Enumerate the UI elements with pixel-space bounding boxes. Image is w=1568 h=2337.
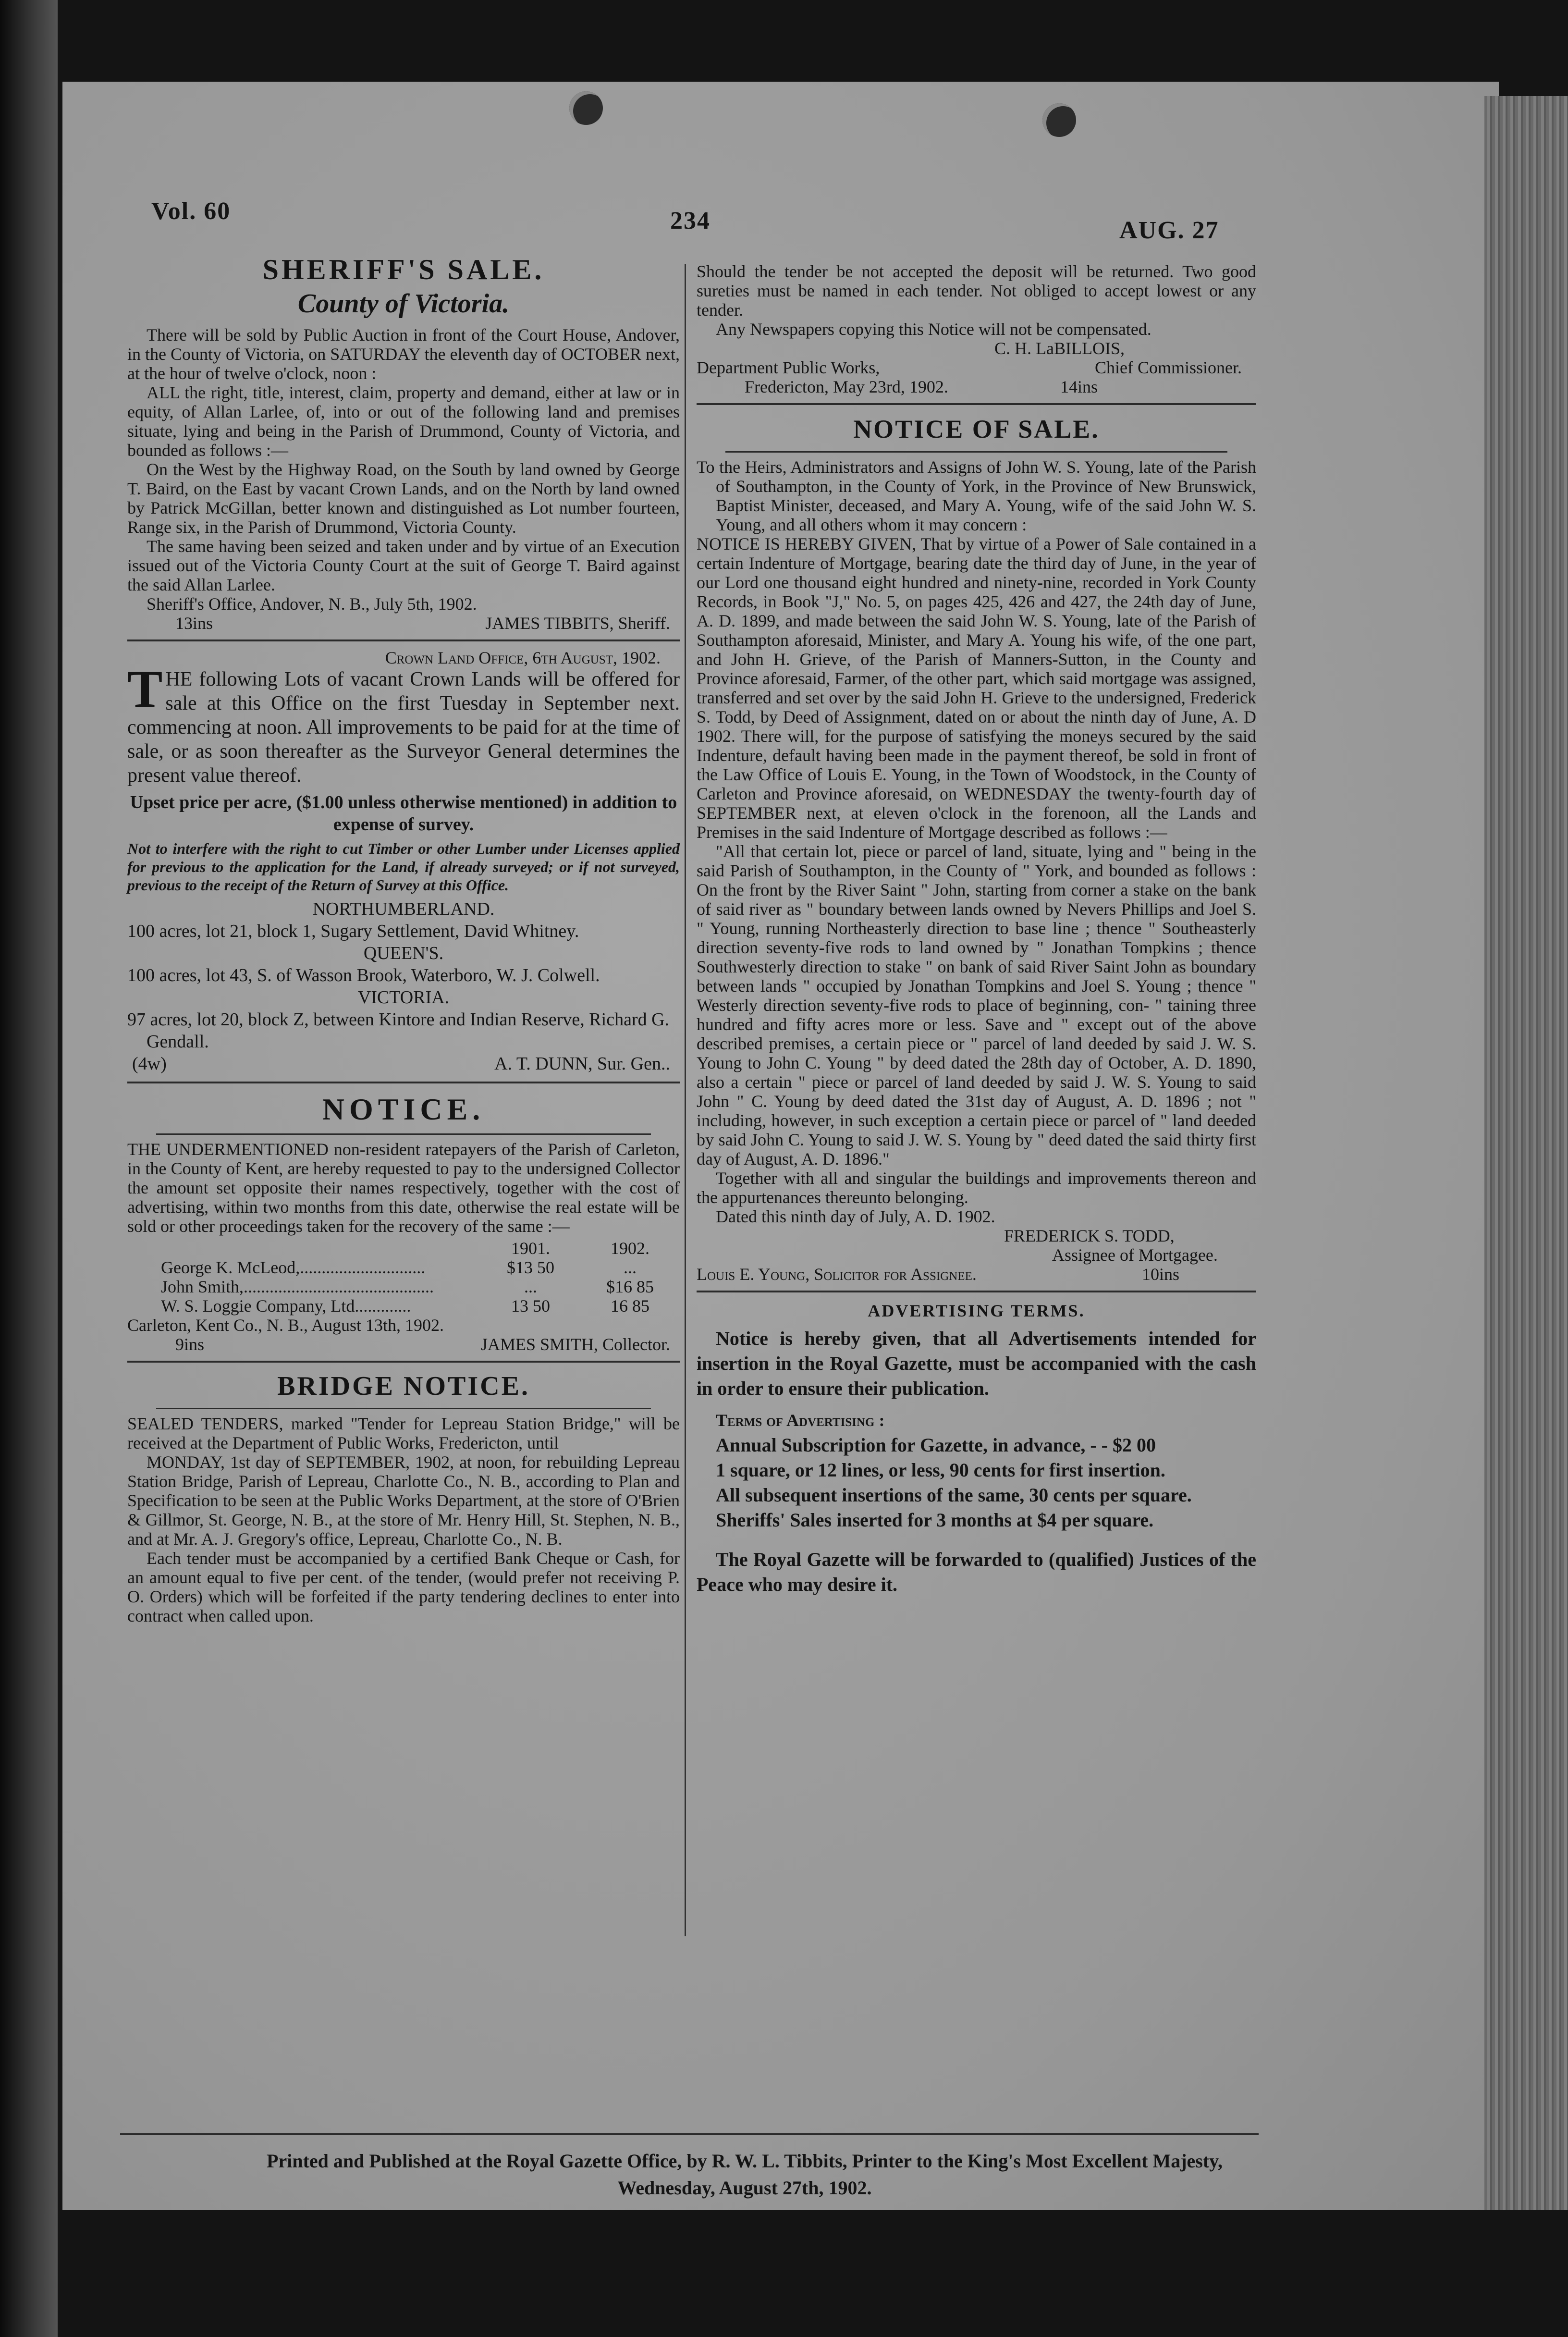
table-row (127, 1296, 680, 1316)
bridge-cont-signer-title: Chief Commissioner. (1095, 358, 1242, 377)
notice-amount-1901: ... (524, 1277, 537, 1296)
crown-note: Not to interfere with the right to cut Timber or other Lumber under Licenses applied for previous to the application for the Land, if already surveyed; or if not surveyed, previous to the receipt of the Return of Survey at this Office. (127, 840, 680, 894)
bridge-cont-signer: C. H. LaBILLOIS, (994, 339, 1125, 358)
sheriff-p2: ALL the right, title, interest, claim, property and demand, either at law or in equity, of Allan Larlee, of, into or out of the following land and premises situate, lying and being in the Parish of Drummond, County of Victoria, and bounded as follows :— (127, 383, 680, 460)
notice-of-sale-title: NOTICE OF SALE. (853, 415, 1100, 443)
notice-amount-1901: $13 50 (507, 1258, 554, 1277)
imprint-footer (120, 2148, 1369, 2202)
sale-signer-title: Assignee of Mortgagee. (1052, 1245, 1218, 1265)
notice-table-header (127, 1239, 680, 1258)
divider (697, 403, 1256, 405)
crown-dropcap: T (127, 660, 163, 718)
imprint-line-2: Wednesday, August 27th, 1902. (617, 2177, 872, 2199)
notice-dateline: Carleton, Kent Co., N. B., August 13th, 1902. (127, 1316, 444, 1335)
sale-p2: "All that certain lot, piece or parcel of land, situate, lying and " being in the said Parish of Southampton, in the County of " York, and bounded as follows : On the front by the River Saint " John, starting from corner a stake on the bank of said river as " boundary between lands owned by Nevers Phillips and Joel S. " Young, running Northeasterly direction to base line ; thence " Southeasterly direction seventy-five rods to land owned by " Jonathan Tompkins ; thence Southwesterly direction to stake " on bank of said River Saint John as boundary between lands " occupied by Jonathan Tompkins and Joel S. Young ; thence " Westerly direction seventy-five rods to place of beginning, con- " taining three hundred and fifty acres more or less. Save and " except out of the above described premises, a certain piece or " parcel of land deeded by said J. W. S. Young to John C. Young " by deed dated the 28th day of October, A. D. 1890, also a certain " piece or parcel of land deeded by said J. W. S. Young to said John " C. Young by deed dated the 31st day of August, A. D. 1896 ; not " including, however, in such exception a certain piece or parcel of " land deeded by said John C. Young to said J. W. S. Young by " deed dated the said thirty first day of August, A. D. 1896." (697, 842, 1256, 1168)
bridge-cont-ins: 14ins (1060, 377, 1098, 396)
column-divider (685, 264, 686, 1936)
adv-line-subsequent: All subsequent insertions of the same, 30 cents per square. (716, 1484, 1192, 1506)
divider (156, 1408, 651, 1409)
notice-amount-1901: 13 50 (511, 1296, 550, 1316)
adv-line-square: 1 square, or 12 lines, or less, 90 cents for first insertion. (716, 1459, 1165, 1481)
crown-county-queens: QUEEN'S. (363, 943, 444, 963)
sheriff-sale-title: SHERIFF'S SALE. (262, 254, 545, 285)
notice-amount-1902: 16 85 (611, 1296, 649, 1316)
sheriff-county: County of Victoria. (297, 289, 510, 319)
bridge-p1: SEALED TENDERS, marked "Tender for Lepreau Station Bridge," will be received at the Department of Public Works, Fredericton, until (127, 1414, 680, 1452)
bridge-cont-dept-row (697, 358, 1256, 377)
crown-lot-2: 100 acres, lot 43, S. of Wasson Brook, Waterboro, W. J. Colwell. (127, 965, 600, 985)
bridge-p3: Each tender must be accompanied by a certified Bank Cheque or Cash, for an amount equal to five per cent. of the tender, (would prefer not receiving P. O. Orders) which will be forfeited if the party tendering declines to enter into contract when called upon. (127, 1549, 680, 1625)
bridge-cont-dateline: Fredericton, May 23rd, 1902. (745, 377, 948, 396)
sale-p3: Together with all and singular the buildings and improvements thereon and the appurtenances thereunto belonging. (697, 1168, 1256, 1207)
crown-ins: (4w) (132, 1054, 167, 1074)
bridge-cont-date-row (697, 377, 1256, 396)
binding-hole-left (569, 91, 603, 125)
bridge-cont-p1: Should the tender be not accepted the deposit will be returned. Two good sureties must be named in each tender. Not obliged to accept lowest or any tender. (697, 262, 1256, 320)
divider (725, 451, 1227, 453)
sheriff-p3: On the West by the Highway Road, on the South by land owned by George T. Baird, on the East by vacant Crown Lands, and on the North by land owned by Patrick McGillan, better known and distinguished as Lot number fourteen, Range six, in the Parish of Drummond, Victoria County. (127, 460, 680, 537)
adv-p1: Notice is hereby given, that all Advertisements intended for insertion in the Royal Gazette, must be accompanied with the cash in order to ensure their publication. (697, 1328, 1256, 1399)
adv-terms-heading: Terms of Advertising : (716, 1411, 885, 1430)
bridge-cont-dept: Department Public Works, (697, 358, 880, 377)
sale-to: To the Heirs, Administrators and Assigns of John W. S. Young, late of the Parish of Southampton, in the County of York, in the Province of New Brunswick, Baptist Minister, deceased, and Mary A. Young, wife of the said John W. S. Young, and all others whom it may concern : (697, 457, 1256, 534)
sale-ins: 10ins (1141, 1265, 1179, 1284)
divider (127, 640, 680, 641)
sheriff-p1: There will be sold by Public Auction in front of the Court House, Andover, in the County of Victoria, on SATURDAY the eleventh day of OCTOBER next, at the hour of twelve o'clock, noon : (127, 325, 680, 383)
adv-p2: The Royal Gazette will be forwarded to (qualified) Justices of the Peace who may desire it. (697, 1549, 1256, 1595)
notice-amount-1902: ... (624, 1258, 637, 1277)
table-row (127, 1277, 680, 1296)
sale-signer: FREDERICK S. TODD, (1004, 1226, 1175, 1245)
notice-signer: JAMES SMITH, Collector. (480, 1335, 670, 1354)
imprint-line-1: Printed and Published at the Royal Gazette Office, by R. W. L. Tibbits, Printer to the King's Most Excellent Majesty, (267, 2150, 1223, 2172)
notice-name: John Smith,............................................ (161, 1277, 434, 1296)
left-column (127, 252, 680, 1625)
notice-amount-1902: $16 85 (606, 1277, 654, 1296)
sheriff-signature-row (127, 614, 680, 633)
crown-upset-price: Upset price per acre, ($1.00 unless otherwise mentioned) in addition to expense of survey. (130, 792, 677, 835)
page-edges (1484, 96, 1568, 2210)
sale-solicitor-row (697, 1265, 1256, 1284)
advertising-terms-title: ADVERTISING TERMS. (868, 1301, 1085, 1320)
notice-ins: 9ins (175, 1335, 205, 1354)
bridge-p2: MONDAY, 1st day of SEPTEMBER, 1902, at noon, for rebuilding Lepreau Station Bridge, Parish of Lepreau, Charlotte Co., N. B., according to Plan and Specification to be seen at the Public Works Department, at the store of O'Brien & Gillmor, St. George, N. B., at the store of Mr. Henry Hill, St. Stephen, N. B., and at Mr. A. J. Gregory's office, Lepreau, Charlotte Co., N. B. (127, 1452, 680, 1549)
adv-line-sheriffs: Sheriffs' Sales inserted for 3 months at $4 per square. (716, 1509, 1154, 1531)
crown-county-northumberland: NORTHUMBERLAND. (312, 899, 495, 919)
bridge-notice-title: BRIDGE NOTICE. (277, 1371, 530, 1401)
notice-table (127, 1239, 680, 1316)
footer-divider (120, 2133, 1259, 2135)
right-column (697, 262, 1256, 1597)
crown-lot-1: 100 acres, lot 21, block 1, Sugary Settlement, David Whitney. (127, 921, 579, 941)
bridge-cont-p2: Any Newspapers copying this Notice will not be compensated. (716, 320, 1152, 339)
sale-p1: NOTICE IS HEREBY GIVEN, That by virtue of a Power of Sale contained in a certain Indenture of Mortgage, bearing date the third day of June, in the year of our Lord one thousand eight hundred and ninety-nine, recorded in York County Records, in Book "J," No. 5, on pages 425, 426 and 427, the 24th day of June, A. D. 1899, and made between the said John W. S. Young, late of the Parish of Southampton aforesaid, Minister, and Mary A. Young his wife, of the one part, and John H. Grieve, of the Parish of Manners-Sutton, in the County and Province aforesaid, Farmer, of the other part, which said mortgage was assigned, transferred and set over by the said John H. Grieve to the undersigned, Frederick S. Todd, by Deed of Assignment, dated on or about the ninth day of June, A. D 1902. There will, for the purpose of satisfying the moneys secured by the said Indenture, default having been made in the payment thereof, be sold in front of the Law Office of Louis E. Young, in the Town of Woodstock, in the County of Carleton and Province aforesaid, on WEDNESDAY the twenty-fourth day of SEPTEMBER next, at eleven o'clock in the forenoon, all the Lands and Premises in the said Indenture of Mortgage described as follows :— (697, 534, 1256, 842)
crown-signature-row (127, 1053, 680, 1075)
divider (127, 1082, 680, 1083)
issue-date: AUG. 27 (1119, 217, 1219, 244)
table-row (127, 1258, 680, 1277)
sale-solicitor: Louis E. Young, Solicitor for Assignee. (697, 1265, 977, 1284)
divider (697, 1291, 1256, 1292)
scan-background-left (0, 0, 58, 2337)
crown-county-victoria: VICTORIA. (357, 987, 450, 1008)
sheriff-dateline: Sheriff's Office, Andover, N. B., July 5th, 1902. (147, 594, 477, 614)
notice-signature-row (127, 1335, 680, 1354)
sheriff-ins: 13ins (175, 614, 213, 633)
sheriff-signer: JAMES TIBBITS, Sheriff. (485, 614, 670, 633)
notice-p1: THE UNDERMENTIONED non-resident ratepayers of the Parish of Carleton, in the County of Kent, are hereby requested to pay to the undersigned Collector the amount set opposite their names respectively, together with the cost of advertising, within two months from this date, otherwise the real estate will be sold or other proceedings taken for the recovery of the same :— (127, 1140, 680, 1236)
notice-col-1902: 1902. (611, 1239, 649, 1258)
notice-title: NOTICE. (322, 1092, 485, 1126)
crown-signer: A. T. DUNN, Sur. Gen.. (494, 1054, 670, 1074)
adv-line-subscription: Annual Subscription for Gazette, in advance, - - $2 00 (716, 1434, 1156, 1456)
notice-name: W. S. Loggie Company, Ltd............. (161, 1296, 411, 1316)
page-number: 234 (670, 207, 710, 234)
volume-number: Vol. 60 (151, 197, 231, 225)
crown-p1-text: HE following Lots of vacant Crown Lands will be offered for sale at this Office on the first Tuesday in September next. commencing at noon. All improvements to be paid for at the time of sale, or as soon thereafter as the Surveyor General determines the present value thereof. (127, 668, 680, 787)
crown-lot-3: 97 acres, lot 20, block Z, between Kintore and Indian Reserve, Richard G. Gendall. (127, 1009, 670, 1052)
sheriff-p4: The same having been seized and taken under and by virtue of an Execution issued out of the Victoria County Court at the suit of George T. Baird against the said Allan Larlee. (127, 537, 680, 594)
divider (156, 1133, 651, 1135)
sale-dateline: Dated this ninth day of July, A. D. 1902. (716, 1207, 995, 1226)
divider (127, 1361, 680, 1363)
notice-name: George K. McLeod,............................. (161, 1258, 426, 1277)
notice-col-1901: 1901. (511, 1239, 550, 1258)
crown-p1 (127, 660, 680, 787)
crown-dateline: Crown Land Office, 6th August, 1902. (385, 648, 661, 667)
binding-hole-right (1042, 103, 1076, 137)
advertising-terms-body (697, 1326, 1256, 1597)
